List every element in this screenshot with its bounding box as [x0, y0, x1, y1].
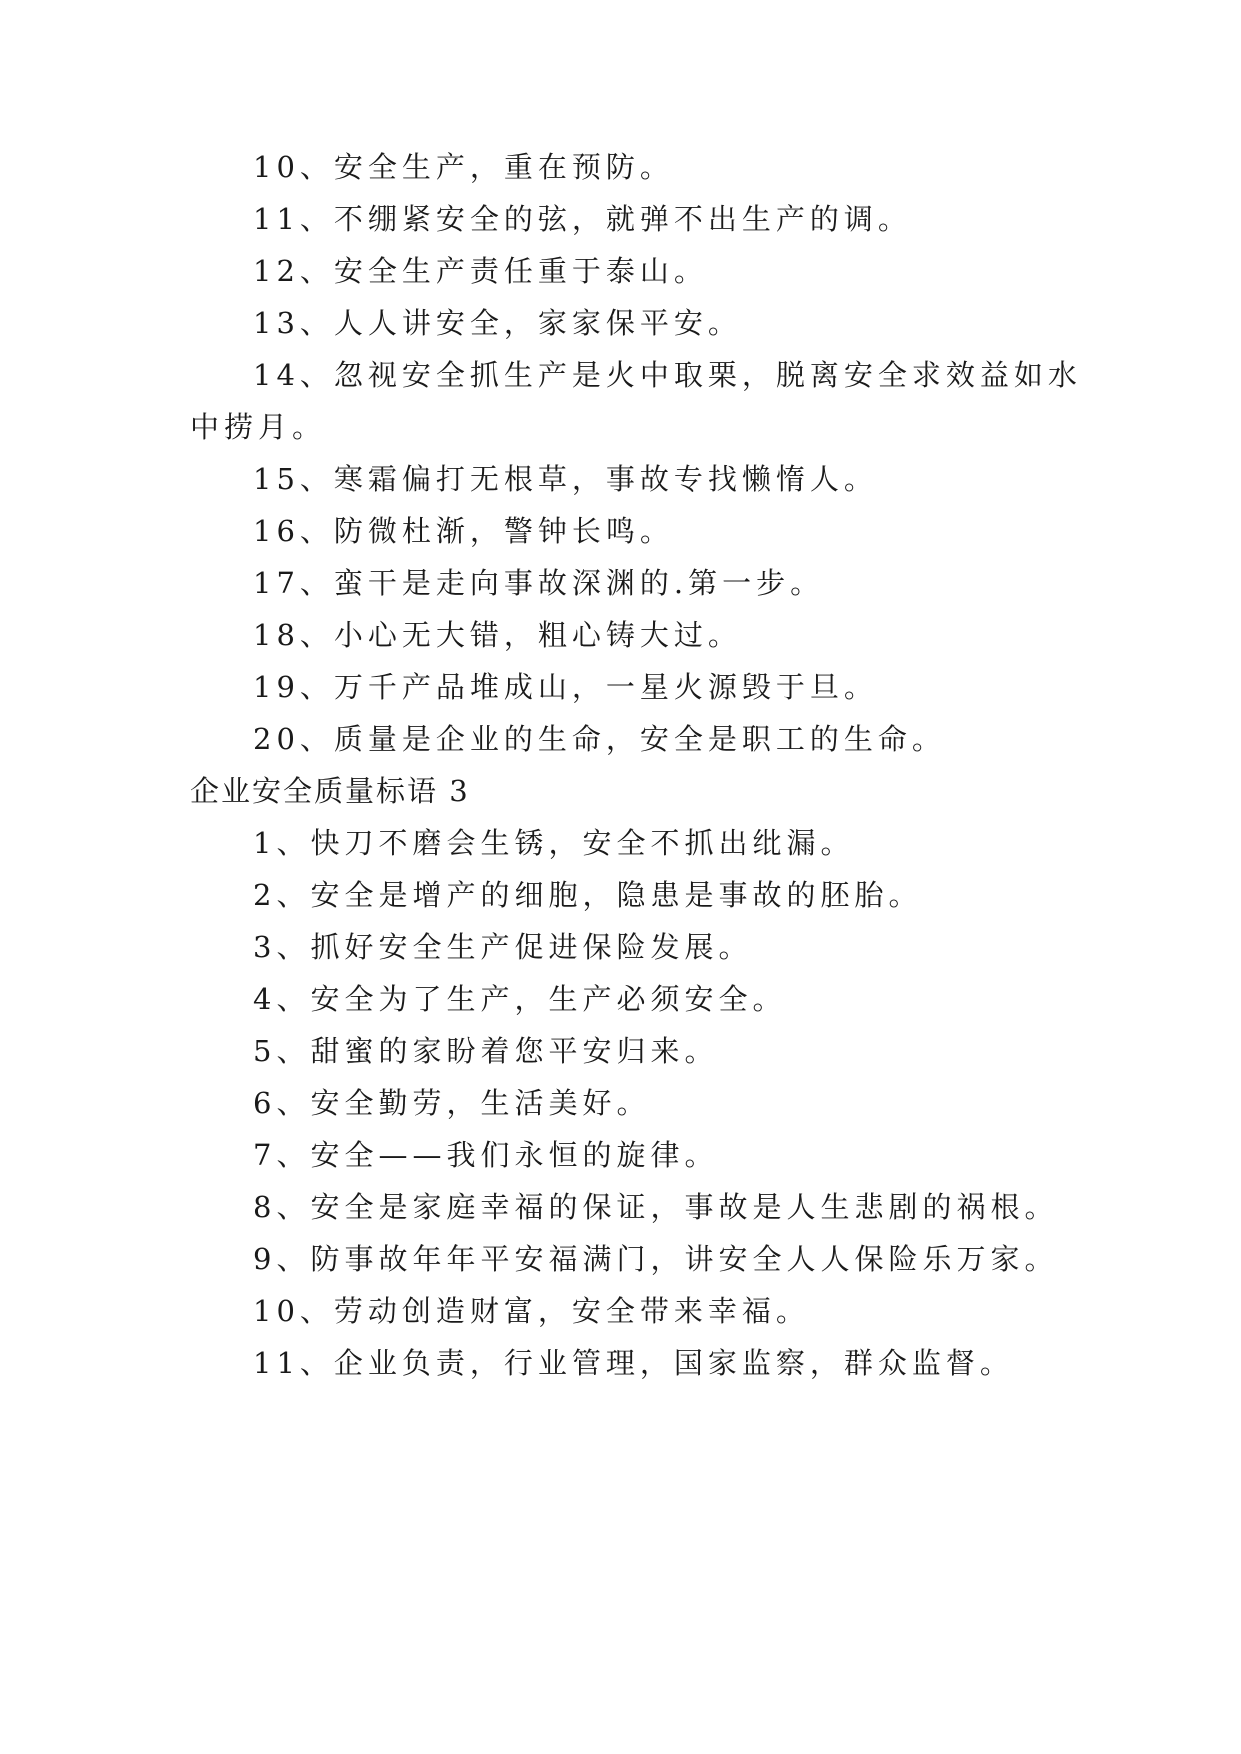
slogan-line: 1、快刀不磨会生锈，安全不抓出纰漏。 [253, 826, 855, 860]
slogan-line: 10、安全生产，重在预防。 [253, 150, 674, 184]
slogan-line: 14、忽视安全抓生产是火中取栗，脱离安全求效益如水 [253, 358, 1082, 392]
slogan-line: 9、防事故年年平安福满门，讲安全人人保险乐万家。 [253, 1242, 1059, 1276]
slogan-line: 19、万千产品堆成山，一星火源毁于旦。 [253, 670, 878, 704]
slogan-line: 8、安全是家庭幸福的保证，事故是人生悲剧的祸根。 [253, 1190, 1059, 1224]
slogan-line-continuation: 中捞月。 [190, 410, 327, 444]
slogan-line: 11、不绷紧安全的弦，就弹不出生产的调。 [253, 202, 912, 236]
slogan-line: 12、安全生产责任重于泰山。 [253, 254, 708, 288]
slogan-line: 11、企业负责，行业管理，国家监察，群众监督。 [253, 1346, 1014, 1380]
slogan-line: 5、甜蜜的家盼着您平安归来。 [253, 1034, 719, 1068]
slogan-line: 16、防微杜渐，警钟长鸣。 [253, 514, 674, 548]
slogan-line: 17、蛮干是走向事故深渊的.第一步。 [253, 566, 825, 600]
slogan-line: 10、劳动创造财富，安全带来幸福。 [253, 1294, 810, 1328]
slogan-line: 13、人人讲安全，家家保平安。 [253, 306, 742, 340]
slogan-line: 18、小心无大错，粗心铸大过。 [253, 618, 742, 652]
slogan-line: 2、安全是增产的细胞，隐患是事故的胚胎。 [253, 878, 923, 912]
slogan-line: 6、安全勤劳，生活美好。 [253, 1086, 651, 1120]
slogan-line: 3、抓好安全生产促进保险发展。 [253, 930, 753, 964]
slogan-line: 20、质量是企业的生命，安全是职工的生命。 [253, 722, 946, 756]
section-heading: 企业安全质量标语 3 [190, 774, 470, 808]
slogan-line: 15、寒霜偏打无根草，事故专找懒惰人。 [253, 462, 878, 496]
slogan-line: 7、安全——我们永恒的旋律。 [253, 1138, 719, 1172]
slogan-line: 4、安全为了生产，生产必须安全。 [253, 982, 787, 1016]
